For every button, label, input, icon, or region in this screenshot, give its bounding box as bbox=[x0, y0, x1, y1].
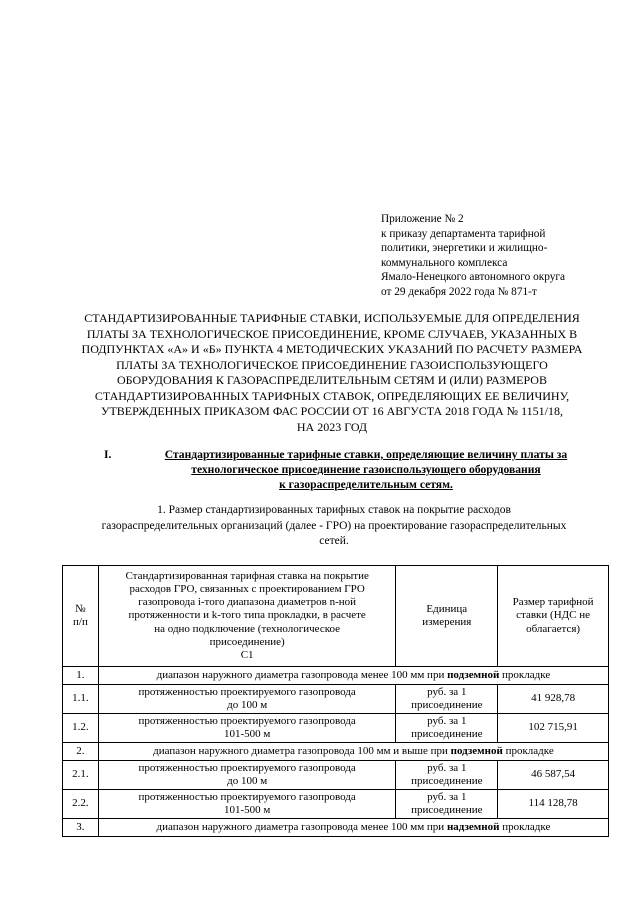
header-unit: Единица измерения bbox=[396, 566, 498, 667]
title-line: ОБОРУДОВАНИЯ К ГАЗОРАСПРЕДЕЛИТЕЛЬНЫМ СЕТЯМ И (ИЛИ) РАЗМЕРОВ bbox=[117, 373, 547, 387]
section-number: I. bbox=[104, 448, 112, 461]
header-description: Стандартизированная тарифная ставка на покрытие расходов ГРО, связанных с проектированием ГРО газопровода i-того диапазона диаметров n-ной протяженности и k-того типа прокладки, в расчете на одно подключение (технологическое присоединение) С1 bbox=[98, 566, 396, 667]
row-num: 3. bbox=[63, 819, 99, 837]
row-num: 1. bbox=[63, 667, 99, 685]
title-line: ПЛАТЫ ЗА ТЕХНОЛОГИЧЕСКОЕ ПРИСОЕДИНЕНИЕ, КРОМЕ СЛУЧАЕВ, УКАЗАННЫХ В bbox=[86, 326, 578, 341]
row-description: протяженностью проектируемого газопровода 101-500 м bbox=[98, 790, 396, 819]
section-title-line: к газораспределительным сетям. bbox=[279, 478, 453, 491]
appendix-block bbox=[381, 212, 621, 300]
title-line: ПОДПУНКТАХ «А» И «Б» ПУНКТА 4 МЕТОДИЧЕСКИХ УКАЗАНИЙ ПО РАСЧЕТУ РАЗМЕРА bbox=[81, 342, 583, 356]
section-title-line: технологическое присоединение газоиспользующего оборудования bbox=[191, 463, 541, 476]
table-group-row bbox=[63, 667, 609, 685]
table-row bbox=[63, 761, 609, 790]
title-line: УТВЕРЖДЕННЫХ ПРИКАЗОМ ФАС РОССИИ ОТ 16 АВГУСТА 2018 ГОДА № 1151/18, bbox=[100, 404, 564, 418]
row-num: 1.1. bbox=[63, 685, 99, 714]
appendix-line: Приложение № 2 bbox=[381, 213, 464, 225]
section-title bbox=[140, 447, 592, 492]
appendix-line: к приказу департамента тарифной bbox=[381, 227, 546, 240]
group-label: диапазон наружного диаметра газопровода 100 мм и выше при подземной прокладке bbox=[98, 743, 608, 761]
title-line: СТАНДАРТИЗИРОВАННЫХ ТАРИФНЫХ СТАВОК, ОПРЕДЕЛЯЮЩИХ ЕЕ ВЕЛИЧИНУ, bbox=[94, 388, 570, 403]
row-value: 114 128,78 bbox=[498, 790, 609, 819]
row-description: протяженностью проектируемого газопровода до 100 м bbox=[98, 761, 396, 790]
title-line: НА 2023 ГОД bbox=[296, 419, 368, 434]
section-title-line: Стандартизированные тарифные ставки, определяющие величину платы за bbox=[164, 448, 568, 461]
row-unit: руб. за 1 присоединение bbox=[396, 714, 498, 743]
title-line: ПЛАТЫ ЗА ТЕХНОЛОГИЧЕСКОЕ ПРИСОЕДИНЕНИЕ ГАЗОИСПОЛЬЗУЮЩЕГО bbox=[116, 357, 548, 372]
row-num: 2. bbox=[63, 743, 99, 761]
row-value: 46 587,54 bbox=[498, 761, 609, 790]
header-rate: Размер тарифной ставки (НДС не облагается) bbox=[498, 566, 609, 667]
tariff-table bbox=[62, 565, 609, 837]
row-num: 2.2. bbox=[63, 790, 99, 819]
appendix-line: политики, энергетики и жилищно- bbox=[381, 242, 548, 255]
paragraph-line: сетей. bbox=[319, 535, 349, 547]
appendix-line: коммунального комплекса bbox=[381, 256, 508, 269]
paragraph-1 bbox=[62, 503, 606, 550]
table-group-row bbox=[63, 743, 609, 761]
group-label: диапазон наружного диаметра газопровода менее 100 мм при подземной прокладке bbox=[98, 667, 608, 685]
row-unit: руб. за 1 присоединение bbox=[396, 761, 498, 790]
row-num: 1.2. bbox=[63, 714, 99, 743]
row-description: протяженностью проектируемого газопровода 101-500 м bbox=[98, 714, 396, 743]
paragraph-line: газораспределительных организаций (далее - ГРО) на проектирование газораспределительных bbox=[101, 519, 567, 532]
row-value: 102 715,91 bbox=[498, 714, 609, 743]
group-label: диапазон наружного диаметра газопровода менее 100 мм при надземной прокладке bbox=[98, 819, 608, 837]
header-num: № п/п bbox=[63, 566, 99, 667]
table-row bbox=[63, 714, 609, 743]
table-header-row bbox=[63, 566, 609, 667]
appendix-line: от 29 декабря 2022 года № 871-т bbox=[381, 285, 537, 298]
appendix-line: Ямало-Ненецкого автономного округа bbox=[381, 271, 566, 284]
row-unit: руб. за 1 присоединение bbox=[396, 685, 498, 714]
document-title bbox=[40, 311, 624, 435]
table-row bbox=[63, 790, 609, 819]
row-num: 2.1. bbox=[63, 761, 99, 790]
table-row bbox=[63, 685, 609, 714]
table-group-row bbox=[63, 819, 609, 837]
row-description: протяженностью проектируемого газопровода до 100 м bbox=[98, 685, 396, 714]
row-unit: руб. за 1 присоединение bbox=[396, 790, 498, 819]
row-value: 41 928,78 bbox=[498, 685, 609, 714]
title-line: СТАНДАРТИЗИРОВАННЫЕ ТАРИФНЫЕ СТАВКИ, ИСПОЛЬЗУЕМЫЕ ДЛЯ ОПРЕДЕЛЕНИЯ bbox=[84, 311, 580, 325]
paragraph-line: 1. Размер стандартизированных тарифных ставок на покрытие расходов bbox=[157, 504, 511, 516]
